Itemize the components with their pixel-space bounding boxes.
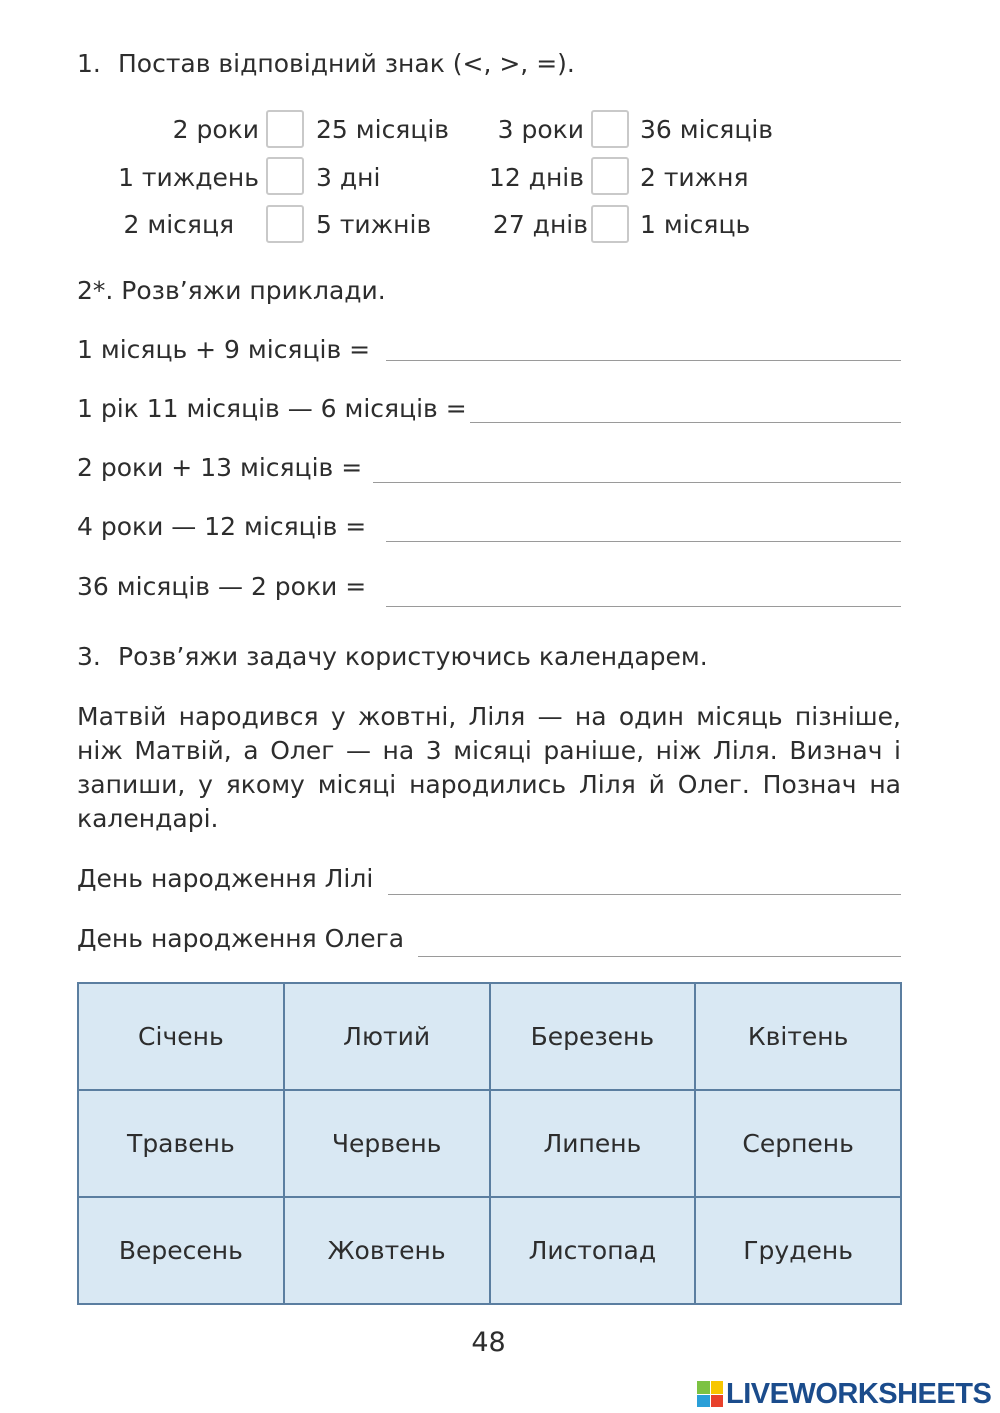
answer-line-lilia[interactable] bbox=[388, 894, 901, 895]
month-cell[interactable]: Вересень bbox=[78, 1197, 284, 1304]
compare-left: 3 роки bbox=[497, 115, 584, 144]
answer-label-oleh: День народження Олега bbox=[77, 924, 405, 953]
answer-box[interactable] bbox=[266, 110, 304, 148]
answer-box[interactable] bbox=[591, 205, 629, 243]
task3-number: 3. bbox=[77, 642, 101, 671]
answer-line-oleh[interactable] bbox=[418, 956, 901, 957]
example-text: 4 роки — 12 місяців = bbox=[77, 512, 367, 541]
month-cell[interactable]: Грудень bbox=[695, 1197, 901, 1304]
liveworksheets-logo-icon bbox=[697, 1381, 723, 1407]
compare-right: 2 тижня bbox=[640, 163, 749, 192]
page-number: 48 bbox=[471, 1327, 506, 1358]
month-cell[interactable]: Липень bbox=[490, 1090, 696, 1197]
month-cell[interactable]: Травень bbox=[78, 1090, 284, 1197]
compare-left: 2 місяця bbox=[123, 210, 234, 239]
example-text: 1 місяць + 9 місяців = bbox=[77, 335, 371, 364]
liveworksheets-logo bbox=[697, 1378, 991, 1410]
month-cell[interactable]: Жовтень bbox=[284, 1197, 490, 1304]
answer-line[interactable] bbox=[386, 360, 901, 361]
calendar-row bbox=[78, 1090, 901, 1197]
compare-left: 12 днів bbox=[488, 163, 584, 192]
compare-right: 36 місяців bbox=[640, 115, 774, 144]
compare-right: 25 місяців bbox=[316, 115, 450, 144]
month-cell[interactable]: Квітень bbox=[695, 983, 901, 1090]
answer-box[interactable] bbox=[591, 110, 629, 148]
answer-box[interactable] bbox=[591, 157, 629, 195]
compare-right: 5 тижнів bbox=[316, 210, 432, 239]
task1-number: 1. bbox=[77, 49, 101, 78]
task3-problem-text: Матвій народився у жовтні, Ліля — на один місяць пізніше, ніж Матвій, а Олег — на 3 місяці раніше, ніж Ліля. Визнач і запиши, у якому місяці народились Ліля й Олег. Познач на календарі. bbox=[77, 702, 901, 833]
calendar-row bbox=[78, 983, 901, 1090]
task3-title: Розв’яжи задачу користуючись календарем. bbox=[118, 642, 708, 671]
example-text: 36 місяців — 2 роки = bbox=[77, 572, 367, 601]
calendar-table bbox=[77, 982, 902, 1305]
month-cell[interactable]: Лютий bbox=[284, 983, 490, 1090]
task1-title: Постав відповідний знак (<, >, =). bbox=[118, 49, 575, 78]
liveworksheets-logo-text: LIVEWORKSHEETS bbox=[726, 1377, 992, 1410]
answer-line[interactable] bbox=[386, 541, 901, 542]
compare-right: 1 місяць bbox=[640, 210, 751, 239]
month-cell[interactable]: Січень bbox=[78, 983, 284, 1090]
month-cell[interactable]: Листопад bbox=[490, 1197, 696, 1304]
answer-line[interactable] bbox=[373, 482, 901, 483]
compare-left: 2 роки bbox=[172, 115, 259, 144]
answer-label-lilia: День народження Лілі bbox=[77, 864, 374, 893]
answer-box[interactable] bbox=[266, 205, 304, 243]
compare-right: 3 дні bbox=[316, 163, 381, 192]
month-cell[interactable]: Червень bbox=[284, 1090, 490, 1197]
month-cell[interactable]: Березень bbox=[490, 983, 696, 1090]
calendar-row bbox=[78, 1197, 901, 1304]
compare-left: 1 тиждень bbox=[118, 163, 259, 192]
answer-line[interactable] bbox=[386, 606, 901, 607]
example-text: 2 роки + 13 місяців = bbox=[77, 453, 363, 482]
answer-box[interactable] bbox=[266, 157, 304, 195]
answer-line[interactable] bbox=[470, 422, 901, 423]
task2-title: 2*. Розв’яжи приклади. bbox=[77, 276, 386, 305]
compare-left: 27 днів bbox=[492, 210, 588, 239]
example-text: 1 рік 11 місяців — 6 місяців = bbox=[77, 394, 467, 423]
month-cell[interactable]: Серпень bbox=[695, 1090, 901, 1197]
